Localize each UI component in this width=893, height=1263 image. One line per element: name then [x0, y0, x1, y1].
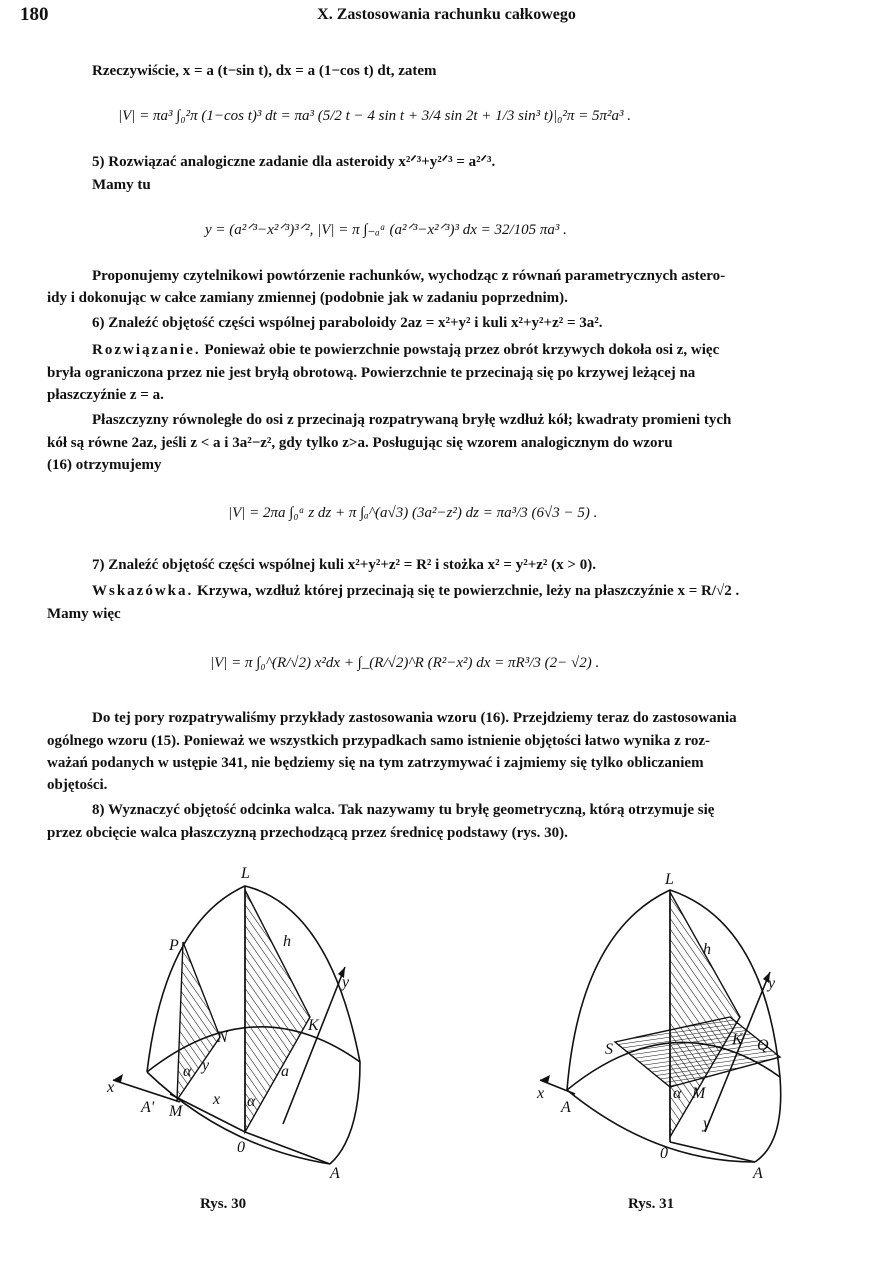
equation: |V| = π ∫₀^(R/√2) x²dx + ∫_(R/√2)^R (R²−x²) dx = πR³/3 (2− √2) .: [210, 655, 600, 671]
axis-0A: [245, 1132, 330, 1164]
text-line: ważań podanych w ustępie 341, nie będziemy się na tym zatrzymywać i zajmiemy się tylko obliczaniem: [47, 755, 704, 771]
fig-label: y: [202, 1057, 210, 1074]
fig-label: A: [561, 1099, 571, 1116]
fig-label: A': [141, 1099, 155, 1116]
text-line: przez obcięcie walca płaszczyzną przechodzącą przez średnicę podstawy (rys. 30).: [47, 825, 568, 841]
figure-caption: Rys. 31: [628, 1196, 675, 1212]
fig-label: α: [183, 1063, 192, 1080]
fig-label: x: [213, 1091, 221, 1108]
text-line: 7) Znaleźć objętość części wspólnej kuli x²+y²+z² = R² i stożka x² = y²+z² (x > 0).: [92, 557, 596, 573]
fig-label: K: [732, 1031, 743, 1048]
text-line: (16) otrzymujemy: [47, 457, 162, 473]
text-line: Proponujemy czytelnikowi powtórzenie rachunków, wychodząc z równań parametrycznych astero-: [92, 268, 726, 284]
text-line: ogólnego wzoru (15). Ponieważ we wszystkich przypadkach samo istnienie objętości łatwo wynika z roz-: [47, 733, 711, 749]
fig-label: y: [703, 1115, 711, 1132]
text-span: Krzywa, wzdłuż której przecinają się te powierzchnie, leży na płaszczyźnie x = R/√2 .: [193, 583, 740, 599]
fig-label: A: [330, 1165, 340, 1182]
text-line: 8) Wyznaczyć objętość odcinka walca. Tak nazywamy tu bryłę geometryczną, którą otrzymuje się: [92, 802, 715, 818]
figure-30: [105, 862, 395, 1182]
text-line: 6) Znaleźć objętość części wspólnej paraboloidy 2az = x²+y² i kuli x²+y²+z² = 3a².: [92, 315, 603, 331]
text-line: kół są równe 2az, jeśli z < a i 3a²−z², gdy tylko z>a. Posługując się wzorem analogicznym do wzoru: [47, 435, 673, 451]
fig-label: A: [753, 1165, 763, 1182]
fig-label: 0: [660, 1145, 668, 1162]
fig-label: N: [217, 1029, 228, 1046]
text-span: Ponieważ obie te powierzchnie powstają przez obrót krzywych dokoła osi z, więc: [200, 342, 720, 358]
hatched-section-horizontal: [615, 1017, 780, 1087]
text-line: Mamy więc: [47, 606, 121, 622]
fig-label: L: [241, 865, 250, 882]
fig-label: x: [537, 1085, 545, 1102]
base-right-curve: [755, 1077, 781, 1162]
fig-label: x: [107, 1079, 115, 1096]
fig-label: K: [308, 1017, 319, 1034]
text-line: objętości.: [47, 777, 108, 793]
running-title: X. Zastosowania rachunku całkowego: [317, 6, 576, 23]
fig-label: 0: [237, 1139, 245, 1156]
text-line: Rzeczywiście, x = a (t−sin t), dx = a (1−cos t) dt, zatem: [92, 63, 437, 79]
figure-caption: Rys. 30: [200, 1196, 247, 1212]
fig-label: h: [283, 933, 291, 950]
fig-label: α: [247, 1093, 256, 1110]
text-line: [92, 341, 719, 359]
equation: |V| = 2πa ∫₀ᵃ z dz + π ∫ₐ^(a√3) (3a²−z²) dz = πa³/3 (6√3 − 5) .: [228, 505, 598, 521]
text-line: 5) Rozwiązać analogiczne zadanie dla asteroidy x²ᐟ³+y²ᐟ³ = a²ᐟ³.: [92, 154, 496, 170]
equation: |V| = πa³ ∫₀²π (1−cos t)³ dt = πa³ (5/2 t − 4 sin t + 3/4 sin 2t + 1/3 sin³ t)|₀²π = 5π²a³ .: [118, 108, 631, 124]
fig-label: M: [692, 1085, 706, 1102]
base-right-curve: [330, 1062, 360, 1164]
fig-label: S: [605, 1041, 613, 1058]
lead-word: Wskazówka.: [92, 583, 194, 599]
fig-label: P: [169, 937, 179, 954]
fig-label: L: [665, 871, 674, 888]
lead-word: Rozwiązanie.: [92, 342, 201, 358]
fig-label: α: [673, 1085, 682, 1102]
page-number: 180: [20, 4, 49, 25]
text-line: [92, 582, 739, 600]
text-line: Mamy tu: [92, 177, 151, 193]
fig-label: h: [703, 941, 711, 958]
arrow-head-x: [540, 1075, 550, 1083]
figure-31: [535, 862, 825, 1182]
text-line: idy i dokonując w całce zamiany zmiennej (podobnie jak w zadaniu poprzednim).: [47, 290, 568, 306]
fig-label: M: [169, 1103, 183, 1120]
fig-label: y: [768, 975, 776, 992]
fig-label: a: [281, 1063, 289, 1080]
text-line: bryła ograniczona przez nie jest bryłą obrotową. Powierzchnie te przecinają się po krzywej leżącej na: [47, 365, 696, 381]
text-line: Do tej pory rozpatrywaliśmy przykłady zastosowania wzoru (16). Przejdziemy teraz do zastosowania: [92, 710, 737, 726]
fig-label: Q: [757, 1037, 769, 1054]
equation: y = (a²ᐟ³−x²ᐟ³)³ᐟ², |V| = π ∫₋ₐᵃ (a²ᐟ³−x²ᐟ³)³ dx = 32/105 πa³ .: [205, 222, 567, 238]
text-line: Płaszczyzny równoległe do osi z przecinają rozpatrywaną bryłę wzdłuż kół; kwadraty promieni tych: [92, 412, 732, 428]
text-line: płaszczyźnie z = a.: [47, 387, 164, 403]
fig-label: y: [342, 974, 350, 991]
